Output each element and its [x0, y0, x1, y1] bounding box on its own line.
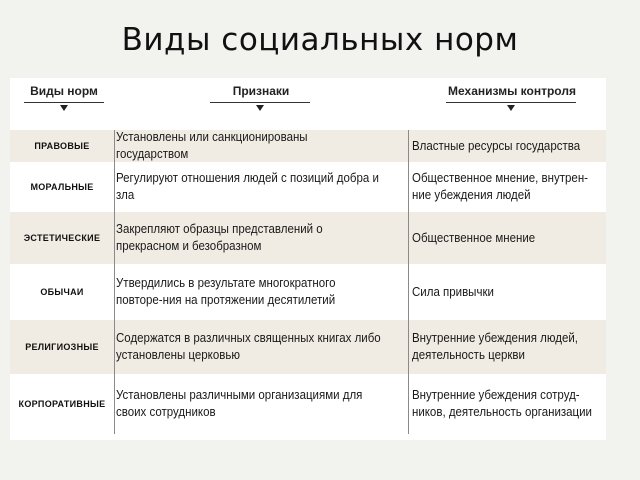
norm-features: Установлены различными организациями для своих сотрудников	[116, 388, 363, 419]
column-divider	[408, 130, 409, 162]
column-divider	[408, 212, 409, 264]
social-norms-table	[10, 78, 606, 440]
norm-mechanisms: Сила привычки	[412, 284, 494, 299]
column-divider	[408, 162, 409, 212]
column-divider	[114, 264, 115, 320]
norm-name: КОРПОРАТИВНЫЕ	[18, 399, 106, 409]
table-header	[10, 78, 606, 130]
table-row	[10, 264, 606, 320]
table-row	[10, 130, 606, 162]
norm-features: Установлены или санкционированы государством	[116, 130, 308, 161]
column-divider	[408, 374, 409, 434]
column-divider	[114, 320, 115, 374]
header-arrow-icon	[60, 105, 68, 111]
column-divider	[408, 264, 409, 320]
norm-features: Содержатся в различных священных книгах либо установлены церковью	[116, 331, 381, 362]
norm-name: ОБЫЧАИ	[40, 287, 84, 297]
column-divider	[114, 212, 115, 264]
norm-mechanisms: Общественное мнение, внутрен-ние убеждения людей	[412, 171, 589, 202]
header-arrow-icon	[507, 105, 515, 111]
norm-features: Регулируют отношения людей с позиций добра и зла	[116, 171, 379, 202]
norm-name: РЕЛИГИОЗНЫЕ	[25, 342, 99, 352]
table-row	[10, 320, 606, 374]
header-underline	[24, 102, 104, 103]
header-underline	[446, 102, 576, 103]
norm-features: Закрепляют образцы представлений о прекрасном и безобразном	[116, 222, 323, 253]
norm-mechanisms: Общественное мнение	[412, 230, 536, 245]
table-row	[10, 212, 606, 264]
column-divider	[114, 162, 115, 212]
header-norm-types: Виды норм	[30, 84, 98, 98]
header-underline	[210, 102, 310, 103]
column-divider	[408, 320, 409, 374]
column-divider	[114, 374, 115, 434]
norm-features: Утвердились в результате многократного повторе-ния на протяжении десятилетий	[116, 276, 336, 307]
header-features: Признаки	[232, 84, 290, 98]
column-divider	[114, 130, 115, 162]
norm-name: МОРАЛЬНЫЕ	[30, 182, 94, 192]
norm-mechanisms: Внутренние убеждения людей, деятельность церкви	[412, 331, 578, 362]
norm-mechanisms: Властные ресурсы государства	[412, 138, 581, 153]
table-row	[10, 374, 606, 434]
norm-name: ЭСТЕТИЧЕСКИЕ	[23, 233, 101, 243]
header-control-mechanisms: Механизмы контроля	[448, 84, 576, 98]
norm-mechanisms: Внутренние убеждения сотруд-ников, деятельность организации	[412, 388, 592, 419]
page-title: Виды социальных норм	[121, 22, 519, 58]
header-arrow-icon	[256, 105, 264, 111]
norm-name: ПРАВОВЫЕ	[34, 141, 90, 151]
table-row	[10, 162, 606, 212]
